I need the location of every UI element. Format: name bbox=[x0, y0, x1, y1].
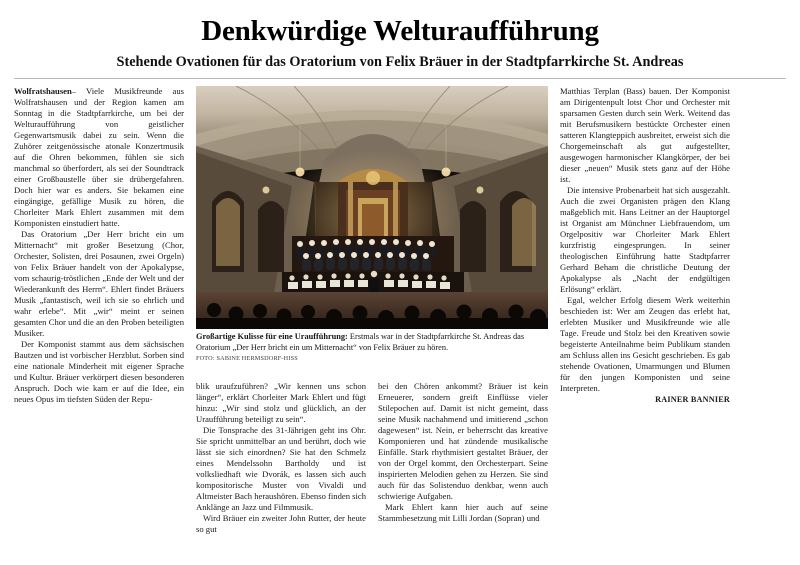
text-column-4 bbox=[560, 86, 730, 406]
paragraph bbox=[14, 86, 184, 229]
paragraph: Das Oratorium „Der Herr bricht ein um Mitternacht“ mit großer Besetzung (Chor, Orchester, Solisten, drei Posaunen, zwei Orgeln) von Felix Bräuer handelt von der Apokalypse, vom schaurig-tröstlichen „Ende der Welt und der Wiederankunft des Herrn“. Ehlert findet Bräuers Musik „fantastisch, weil ich sie so ehrlich und wahr erlebe“. Mit „wir“ meint er seinen gesamten Chor und die an den Proben beteiligten Musiker. bbox=[14, 229, 184, 339]
article-body bbox=[14, 86, 786, 556]
paragraph: Egal, welcher Erfolg diesem Werk weiterhin beschieden ist: Wer am Zeugen das erlebt hat, erlebten Musiker und Musikfreunde wie alle Tage. Freude und Stolz bei den Kreativen sowie begeisterte Anteilnahme beim Publikum standen am Schluss allen ins Gesicht geschrieben. Es gab stehende Ovationen, Umarmungen und Blumen für den jungen Komponisten und seine Interpreten. bbox=[560, 295, 730, 394]
paragraph: Wird Bräuer ein zweiter John Rutter, der heute so gut bbox=[196, 513, 366, 535]
paragraph-text: – Viele Musikfreunde aus Wolfratshausen und der Region kamen am Sonntag in die Stadtpfarrkirche, um bei der Welturaufführung von geistlicher Gegenwartsmusik dabei zu sein. Wenn die Zuhörer zeitgenössische atonale Konzertmusik auf die Ohren bekommen, fühlen sie sich manchmal so überfordert, als sei der Soundtrack einer Großbaustelle über sie drübergefahren. Doch hier war es anders. Sie bekamen eine eingängige, gefällige Musik zu hören, die Chorleiter Mark Ehlert zusammen mit dem Komponisten einstudiert hatte. bbox=[14, 86, 184, 229]
photo-illustration bbox=[196, 86, 548, 329]
caption-lead: Großartige Kulisse für eine Uraufführung: bbox=[196, 332, 348, 342]
paragraph: Der Komponist stammt aus dem sächsischen Bautzen und ist vorbischer Herzblut. Sorben sind eine nationale Minderheit mit eigener Sprache und Kultur. Bräuer verkörpert diesen besonderen Anspruch. Doch wie kam er auf die Idee, ein neues Opus im tiefsten Süden der Repu- bbox=[14, 339, 184, 405]
photo-caption bbox=[196, 329, 548, 362]
article-photo-block bbox=[196, 86, 548, 362]
subheadline: Stehende Ovationen für das Oratorium von Felix Bräuer in der Stadtpfarrkirche St. Andreas bbox=[116, 53, 684, 70]
paragraph: Die intensive Probenarbeit hat sich ausgezahlt. Auch die zwei Organisten prägen den Klang maßgeblich mit. Hans Leitner an der Hauptorgel ist Organist am Münchner Liebfrauendom, um Orgelpositiv war Chorleiter Mark Ehlert kurzfristig eingesprungen. In seiner theologischen Einführung hatte Stadtpfarrer Gerhard Beham die christliche Deutung der Apokalypse als „Nacht der endgültigen Erlösung“ erklärt. bbox=[560, 185, 730, 295]
photo-credit: FOTO: SABINE HERMSDORF-HISS bbox=[196, 354, 298, 362]
paragraph: bei den Chören ankommt? Bräuer ist kein Erneuerer, sondern greift Einflüsse vieler Stilepochen auf. Damit ist nicht gemeint, dass seine Musik nachahmend und imitierend „schon dagewesen“ ist. Nein, er beherrscht das kreative Komponieren und hat zündende musikalische Einfälle. Stark rhythmisiert gestaltet Bräuer, der von der Orgel kommt, den Orchesterpart. Seine inspirierten Melodien gehen zu Herzen. Sie sind auch für das Solistenduo denkbar, wenn auch schwierige Aufgaben. bbox=[378, 381, 548, 502]
dateline: Wolfratshausen bbox=[14, 86, 72, 97]
text-column-1 bbox=[14, 86, 184, 405]
church-concert-photo bbox=[196, 86, 548, 329]
caption-text: Erstmals war in der Stadtpfarrkirche St. Andreas das Oratorium „Der Herr bricht ein um Mitternacht“ von Felix Bräuer zu hören. bbox=[196, 332, 525, 352]
text-column-2 bbox=[196, 381, 366, 535]
text-column-3 bbox=[378, 381, 548, 524]
paragraph: Mark Ehlert kann hier auch auf seine Stammbesetzung mit Lilli Jordan (Sopran) und bbox=[378, 502, 548, 524]
paragraph: Die Tonsprache des 31-Jährigen geht ins Ohr. Sie spricht unmittelbar an und berührt, doch wie lässt sie sich einordnen? Sie hat den Schmelz eines Mendelssohn Bartholdy und ist volksliedhaft wie Dvorák, es lassen sich auch kompositorische Muster von Vivaldi und Altmeister Bach heraushören. Ebenso finden sich Anklänge an Jazz und Filmmusik. bbox=[196, 425, 366, 513]
paragraph: Matthias Terplan (Bass) bauen. Der Komponist am Dirigentenpult lotst Chor und Orchester mit sparsamen Gesten durch sein Werk. Weitend das mit Berufsmusikern bestückte Orchester einen satteren Klangteppich ausbreitet, erweist sich die Chorgemeinschaft als gut aufgestellter, ausgewogen harmonischer Klangkörper, der bei dieser „neuen“ Musik stets ganz auf der Höhe ist. bbox=[560, 86, 730, 185]
page-title: Denkwürdige Welturaufführung bbox=[201, 15, 599, 47]
divider bbox=[14, 78, 786, 79]
paragraph: blik uraufzuführen? „Wir kennen uns schon länger“, erklärt Chorleiter Mark Ehlert und fügt hinzu: „Wir sind stolz und glücklich, an der Uraufführung beteiligt zu sein“. bbox=[196, 381, 366, 425]
byline: RAINER BANNIER bbox=[655, 395, 730, 405]
